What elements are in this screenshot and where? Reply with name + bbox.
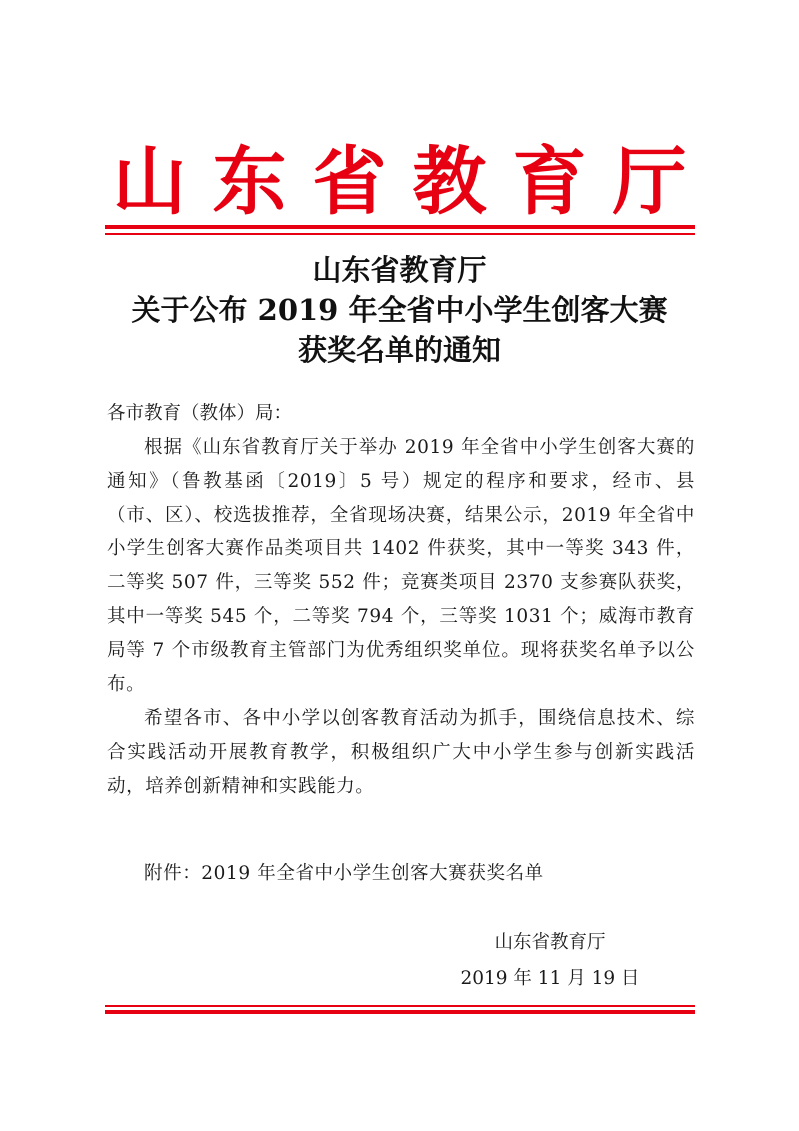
document-title [0, 250, 799, 370]
title-line-3: 获奖名单的通知 [297, 333, 501, 367]
title-line-2: 关于公布 2019 年全省中小学生创客大赛 [131, 293, 668, 327]
title-line-1: 山东省教育厅 [312, 253, 487, 287]
footer-rule-thick [105, 1010, 695, 1014]
signature-date: 2019 年 11 月 19 日 [460, 968, 640, 989]
footer-rule-thin [105, 1005, 695, 1007]
attachment-line: 附件：2019 年全省中小学生创客大赛获奖名单 [144, 863, 544, 884]
salutation: 各市教育（教体）局： [107, 403, 293, 424]
body-paragraph-2: 希望各市、各中小学以创客教育活动为抓手，围绕信息技术、综合实践活动开展教育教学，积极组织广大中小学生参与创新实践活动，培养创新精神和实践能力。 [107, 708, 695, 797]
body-paragraph-1: 根据《山东省教育厅关于举办 2019 年全省中小学生创客大赛的通知》（鲁教基函〔2019〕5 号）规定的程序和要求，经市、县（市、区）、校选拔推荐，全省现场决赛，结果公示，2019 年全省中小学生创客大赛作品类项目共 1402 件获奖，其中一等奖 343 件，二等奖 507 件，三等奖 552 件；竞赛类项目 2370 支参赛队获奖，其中一等奖 545 个，二等奖 794 个，三等奖 1031 个；威海市教育局等 7 个市级教育主管部门为优秀组织奖单位。现将获奖名单予以公布。 [107, 437, 695, 695]
header-rule-thin [105, 233, 695, 235]
header-rule-thick [105, 225, 695, 229]
signature-organization: 山东省教育厅 [494, 932, 606, 953]
agency-header: 山东省教育厅 [112, 139, 713, 225]
